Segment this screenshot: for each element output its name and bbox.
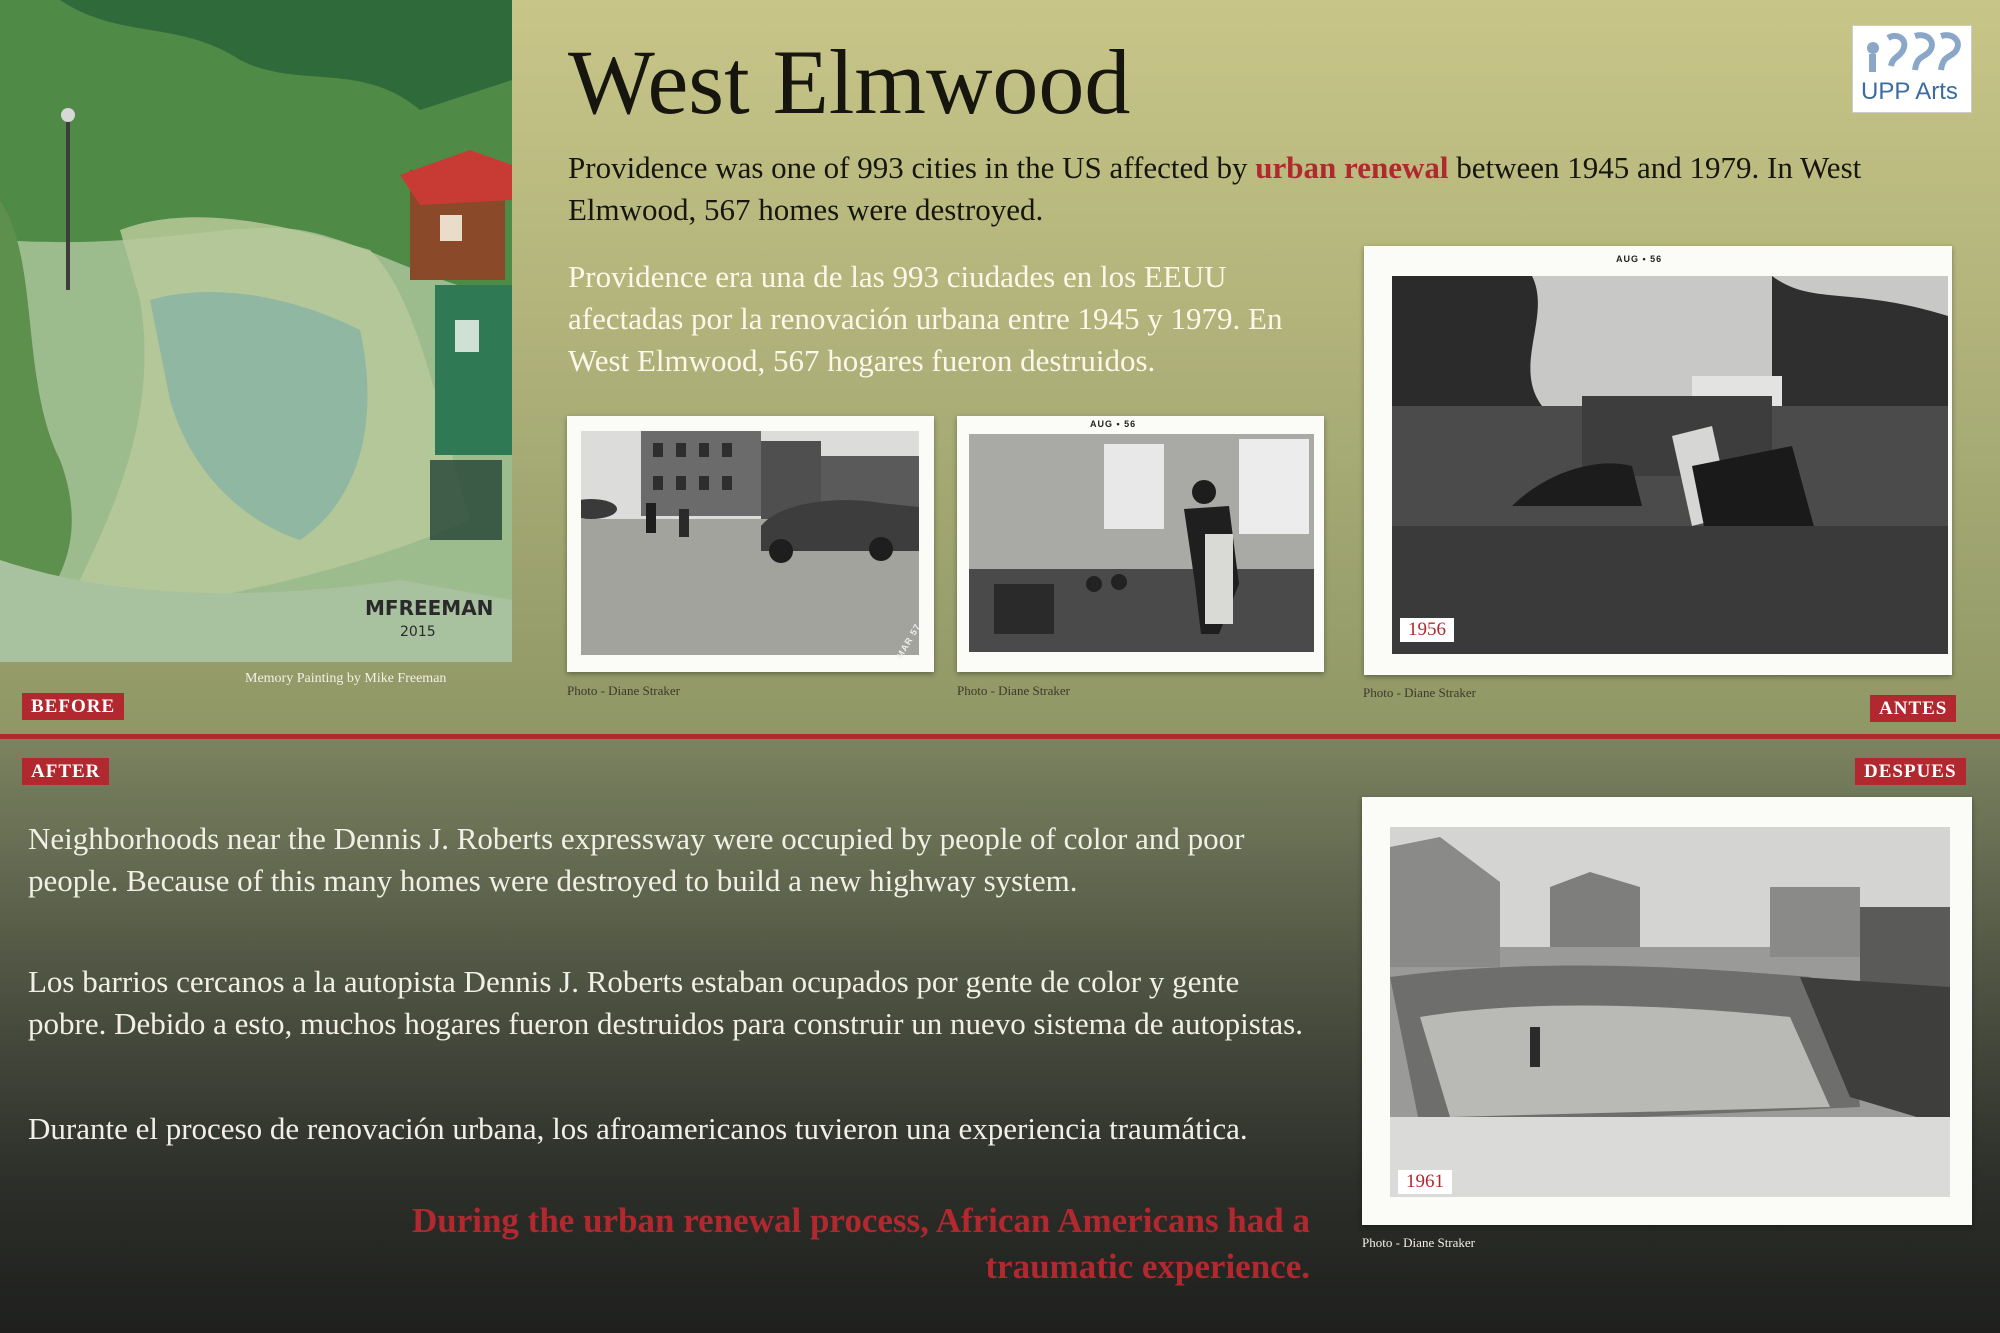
intro-english <box>568 147 1928 231</box>
intro-highlight: urban renewal <box>1255 150 1449 185</box>
upp-arts-logo <box>1852 25 1972 113</box>
yard-photo-stamp: AUG • 56 <box>1616 254 1663 264</box>
yard-photo-year: 1956 <box>1400 618 1454 642</box>
body-spanish: Los barrios cercanos a la autopista Dennis J. Roberts estaban ocupados por gente de color y gente pobre. Debido a esto, muchos hogares fueron destruidos para construir un nuevo sistema de autopistas. <box>28 964 1303 1041</box>
intro-spanish: Providence era una de las 993 ciudades en los EEUU afectadas por la renovación urbana entre 1945 y 1979. En West Elmwood, 567 hogares fueron destruidos. <box>568 259 1283 378</box>
intro-english-start: Providence was one of 993 cities in the US affected by <box>568 150 1256 185</box>
antes-tag: ANTES <box>1870 695 1956 722</box>
painting-signature-year: 2015 <box>400 624 436 640</box>
porch-photo-caption: Photo - Diane Straker <box>957 683 1071 698</box>
yard-photo-caption: Photo - Diane Straker <box>1363 685 1477 700</box>
upp-arts-logo-icon <box>1853 26 1971 78</box>
porch-photo-stamp: AUG • 56 <box>1090 419 1137 429</box>
street-photo-caption: Photo - Diane Straker <box>567 683 681 698</box>
porch-photo <box>957 416 1324 672</box>
street-photo <box>567 416 934 672</box>
before-tag: BEFORE <box>22 693 124 720</box>
painting-signature: MFREEMAN <box>365 596 494 620</box>
painting-caption: Memory Painting by Mike Freeman <box>245 671 447 686</box>
logo-text: UPP Arts <box>1861 78 1958 105</box>
memory-painting <box>0 0 512 662</box>
demolition-photo-year: 1961 <box>1398 1170 1452 1194</box>
body-spanish-closing: Durante el proceso de renovación urbana, los afroamericanos tuvieron una experiencia traumática. <box>28 1111 1248 1146</box>
demolition-photo-caption: Photo - Diane Straker <box>1362 1235 1476 1250</box>
section-divider <box>0 734 2000 739</box>
body-english: Neighborhoods near the Dennis J. Roberts expressway were occupied by people of color and poor people. Because of this many homes were destroyed to build a new highway system. <box>28 821 1245 898</box>
closing-statement: During the urban renewal process, African Americans had a traumatic experience. <box>411 1201 1310 1286</box>
despues-tag: DESPUES <box>1855 758 1966 785</box>
intro-english-end: between 1945 and 1979. In West Elmwood, 567 homes were destroyed. <box>568 150 1862 227</box>
street-photo-stamp: MAR 57 <box>894 621 923 661</box>
yard-photo <box>1364 246 1952 675</box>
demolition-photo <box>1362 797 1972 1225</box>
after-tag: AFTER <box>22 758 109 785</box>
page-title: West Elmwood <box>568 31 1131 133</box>
